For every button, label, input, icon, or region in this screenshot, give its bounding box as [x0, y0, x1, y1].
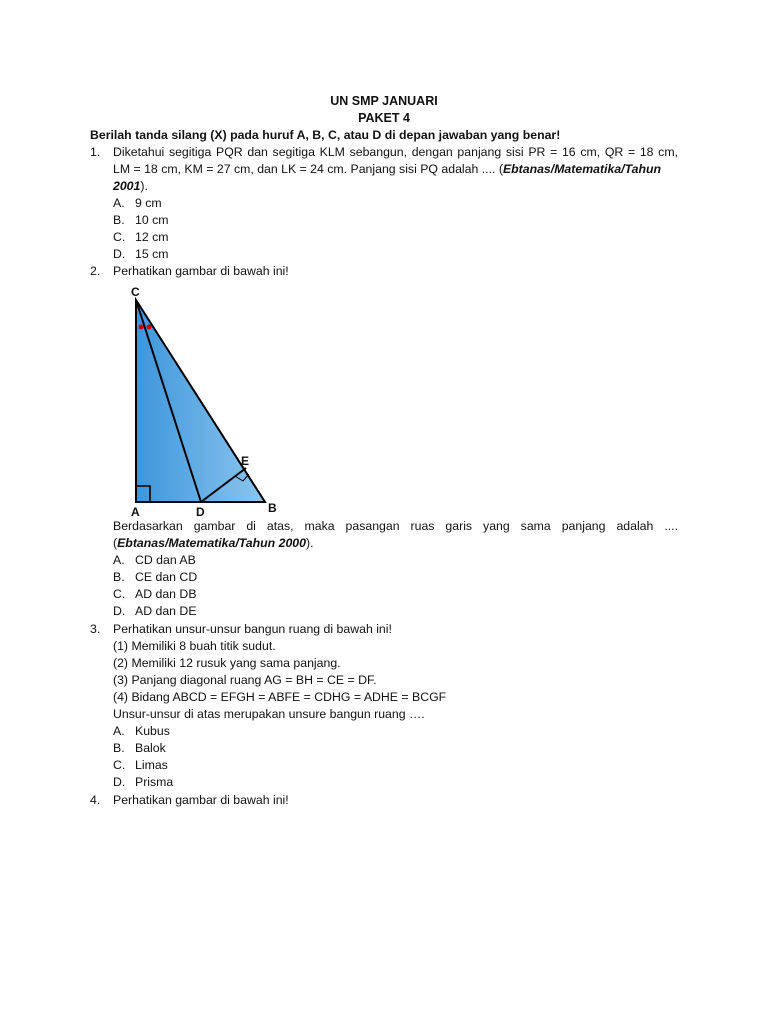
label-a: A [131, 505, 140, 519]
option-text: AD dan DB [135, 587, 197, 601]
option-text: 15 cm [135, 247, 169, 261]
option-text: 9 cm [135, 196, 162, 210]
option-letter: D. [113, 775, 126, 789]
option-text: Limas [135, 758, 168, 772]
option-text: CE dan CD [135, 570, 198, 584]
q3-question: Unsur-unsur di atas merupakan unsure bangun ruang …. [113, 707, 425, 721]
q1-number: 1. [90, 145, 101, 159]
instruction: Berilah tanda silang (X) pada huruf A, B, C, atau D di depan jawaban yang benar! [90, 128, 561, 142]
option-text: CD dan AB [135, 553, 196, 567]
q1-option-d[interactable] [113, 246, 169, 263]
q1-line2-text: LM = 18 cm, KM = 27 cm, dan LK = 24 cm. Panjang sisi PQ adalah .... ( [113, 162, 503, 176]
option-letter: A. [113, 196, 125, 210]
q3-option-d[interactable] [113, 774, 173, 791]
option-letter: D. [113, 604, 126, 618]
label-e: E [241, 454, 250, 468]
q4-prompt: Perhatikan gambar di bawah ini! [113, 793, 289, 807]
q1-line1: Diketahui segitiga PQR dan segitiga KLM sebangun, dengan panjang sisi PR = 16 cm, QR = 18 cm, [113, 145, 678, 159]
q3-item-2: (2) Memiliki 12 rusuk yang sama panjang. [113, 656, 341, 670]
angle-mark-2 [147, 325, 152, 330]
q1-line2 [113, 161, 661, 178]
q2-paren-open: ( [113, 536, 118, 550]
q3-item-1: (1) Memiliki 8 buah titik sudut. [113, 639, 276, 653]
q2-option-c[interactable] [113, 586, 197, 603]
q2-option-a[interactable] [113, 552, 196, 569]
option-text: Kubus [135, 724, 170, 738]
q3-option-b[interactable] [113, 740, 166, 757]
q1-option-c[interactable] [113, 229, 169, 246]
option-letter: C. [113, 758, 126, 772]
option-letter: B. [113, 741, 125, 755]
q2-option-b[interactable] [113, 569, 197, 586]
option-letter: D. [113, 247, 126, 261]
angle-mark-1 [139, 325, 144, 330]
option-letter: A. [113, 553, 125, 567]
option-text: 10 cm [135, 213, 169, 227]
q3-option-a[interactable] [113, 723, 170, 740]
q2-paren-close: ). [305, 536, 314, 550]
label-d: D [196, 505, 205, 519]
triangle-figure [125, 282, 285, 522]
label-c: C [131, 285, 140, 299]
page-subtitle: PAKET 4 [358, 111, 410, 125]
q3-item-4: (4) Bidang ABCD = EFGH = ABFE = CDHG = ADHE = BCGF [113, 690, 447, 704]
q2-source: Ebtanas/Matematika/Tahun 2000 [117, 536, 306, 550]
q1-option-a[interactable] [113, 195, 162, 212]
label-b: B [268, 501, 277, 515]
option-text: 12 cm [135, 230, 169, 244]
option-letter: C. [113, 587, 126, 601]
q3-prompt: Perhatikan unsur-unsur bangun ruang di bawah ini! [113, 622, 392, 636]
q1-source: Ebtanas/Matematika/Tahun [502, 162, 662, 176]
option-text: Prisma [135, 775, 174, 789]
option-letter: B. [113, 570, 125, 584]
option-letter: B. [113, 213, 125, 227]
q2-prompt: Perhatikan gambar di bawah ini! [113, 264, 289, 278]
option-text: Balok [135, 741, 166, 755]
q1-option-b[interactable] [113, 212, 169, 229]
q2-number: 2. [90, 264, 101, 278]
option-letter: A. [113, 724, 125, 738]
triangle-abc [136, 300, 265, 502]
page-title: UN SMP JANUARI [330, 94, 438, 108]
q2-text-line2 [113, 535, 313, 552]
q3-option-c[interactable] [113, 757, 168, 774]
q3-item-3: (3) Panjang diagonal ruang AG = BH = CE = DF. [113, 673, 377, 687]
q3-number: 3. [90, 622, 101, 636]
option-letter: C. [113, 230, 126, 244]
q4-number: 4. [90, 793, 101, 807]
option-text: AD dan DE [135, 604, 197, 618]
q2-text-line1: Berdasarkan gambar di atas, maka pasangan ruas garis yang sama panjang adalah .... [113, 519, 678, 533]
q2-option-d[interactable] [113, 603, 197, 620]
q1-line3 [113, 178, 148, 195]
q1-source-year: 2001 [113, 179, 141, 193]
q1-line3-end: ). [140, 179, 148, 193]
